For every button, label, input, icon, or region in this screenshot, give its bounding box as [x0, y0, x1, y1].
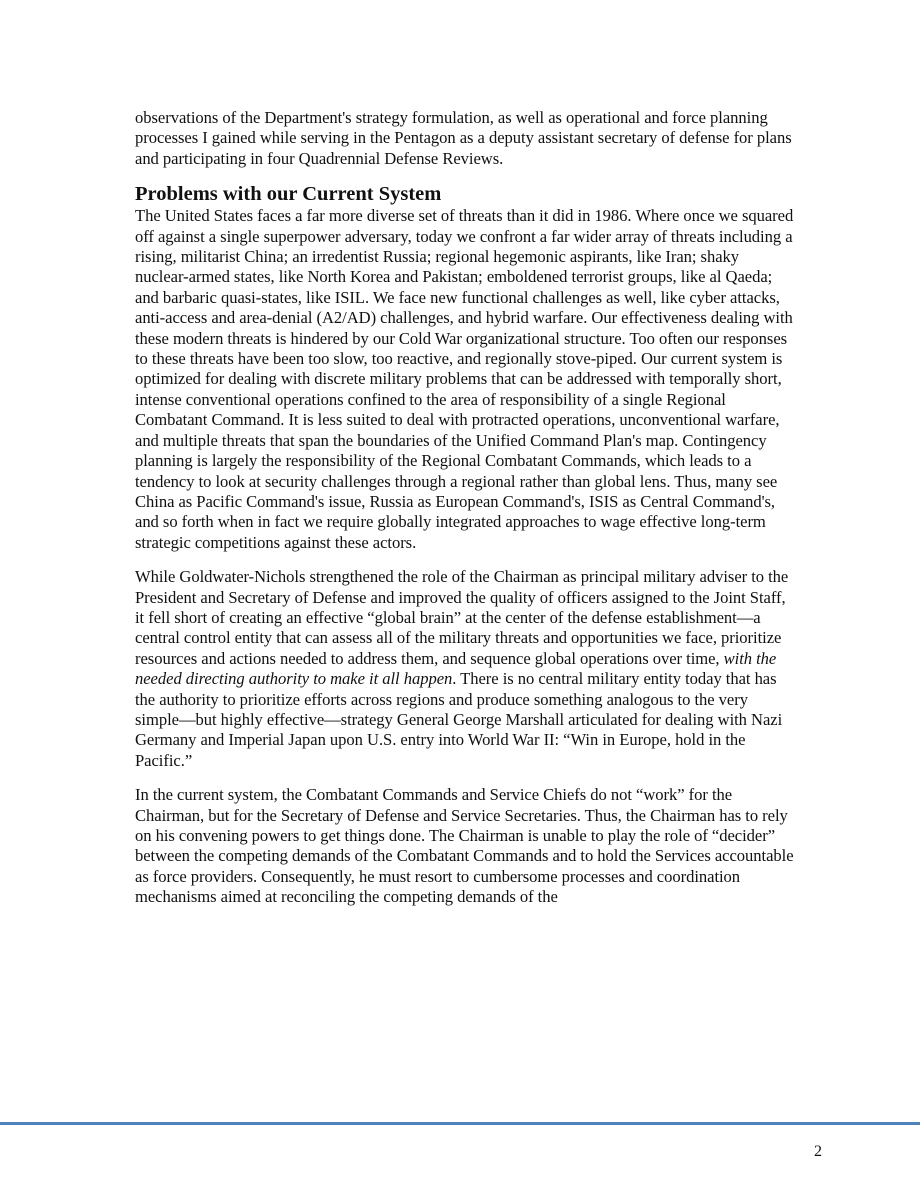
page-number: 2: [814, 1143, 822, 1160]
italic-emphasis: with the needed directing authority to make it all happen: [135, 648, 777, 689]
paragraph-text-segment: While Goldwater-Nichols strengthened the role of the Chairman as principal military adviser to the President and Secretary of Defense and improved the quality of officers assigned to the Joint Staff, it fell short of creating an effective “global brain” at the center of the defense establishment—a central control entity that can assess all of the military threats and opportunities we face, prioritize resources and actions needed to address them, and sequence global operations over time,: [135, 567, 789, 668]
document-body: [135, 108, 795, 908]
paragraph-text-segment: . There is no central military entity today that has the authority to prioritize efforts across regions and produce something analogous to the very simple—but highly effective—strategy General George Marshall articulated for dealing with Nazi Germany and Imperial Japan upon U.S. entry into World War II: “Win in Europe, hold in the Pacific.”: [135, 669, 783, 770]
intro-paragraph: observations of the Department's strategy formulation, as well as operational and force planning processes I gained while serving in the Pentagon as a deputy assistant secretary of defense for plans and participating in four Quadrennial Defense Reviews.: [135, 108, 792, 168]
body-paragraph-threats: The United States faces a far more diverse set of threats than it did in 1986. Where once we squared off against a single superpower adversary, today we confront a far wider array of threats including a rising, militarist China; an irredentist Russia; regional hegemonic aspirants, like Iran; shaky nuclear-armed states, like North Korea and Pakistan; emboldened terrorist groups, like al Qaeda; and barbaric quasi-states, like ISIL. We face new functional challenges as well, like cyber attacks, anti-access and area-denial (A2/AD) challenges, and hybrid warfare. Our effectiveness dealing with these modern threats is hindered by our Cold War organizational structure. Too often our responses to these threats have been too slow, too reactive, and regionally stove-piped. Our current system is optimized for dealing with discrete military problems that can be addressed with temporally short, intense conventional operations confined to the area of responsibility of a single Regional Combatant Command. It is less suited to deal with protracted operations, unconventional warfare, and multiple threats that span the boundaries of the Unified Command Plan's map. Contingency planning is largely the responsibility of the Regional Combatant Commands, which leads to a tendency to look at security challenges through a regional rather than global lens. Thus, many see China as Pacific Command's issue, Russia as European Command's, ISIS as Central Command's, and so forth when in fact we require globally integrated approaches to wage effective long-term strategic competitions against these actors.: [135, 206, 794, 552]
body-paragraph-goldwater-nichols: [135, 567, 795, 771]
section-heading: Problems with our Current System: [135, 183, 442, 206]
footer-divider: [0, 1122, 920, 1125]
body-paragraph-current-system: In the current system, the Combatant Commands and Service Chiefs do not “work” for the Chairman, but for the Secretary of Defense and Service Secretaries. Thus, the Chairman has to rely on his convening powers to get things done. The Chairman is unable to play the role of “decider” between the competing demands of the Combatant Commands and to hold the Services accountable as force providers. Consequently, he must resort to cumbersome processes and coordination mechanisms aimed at reconciling the competing demands of the: [135, 785, 794, 907]
